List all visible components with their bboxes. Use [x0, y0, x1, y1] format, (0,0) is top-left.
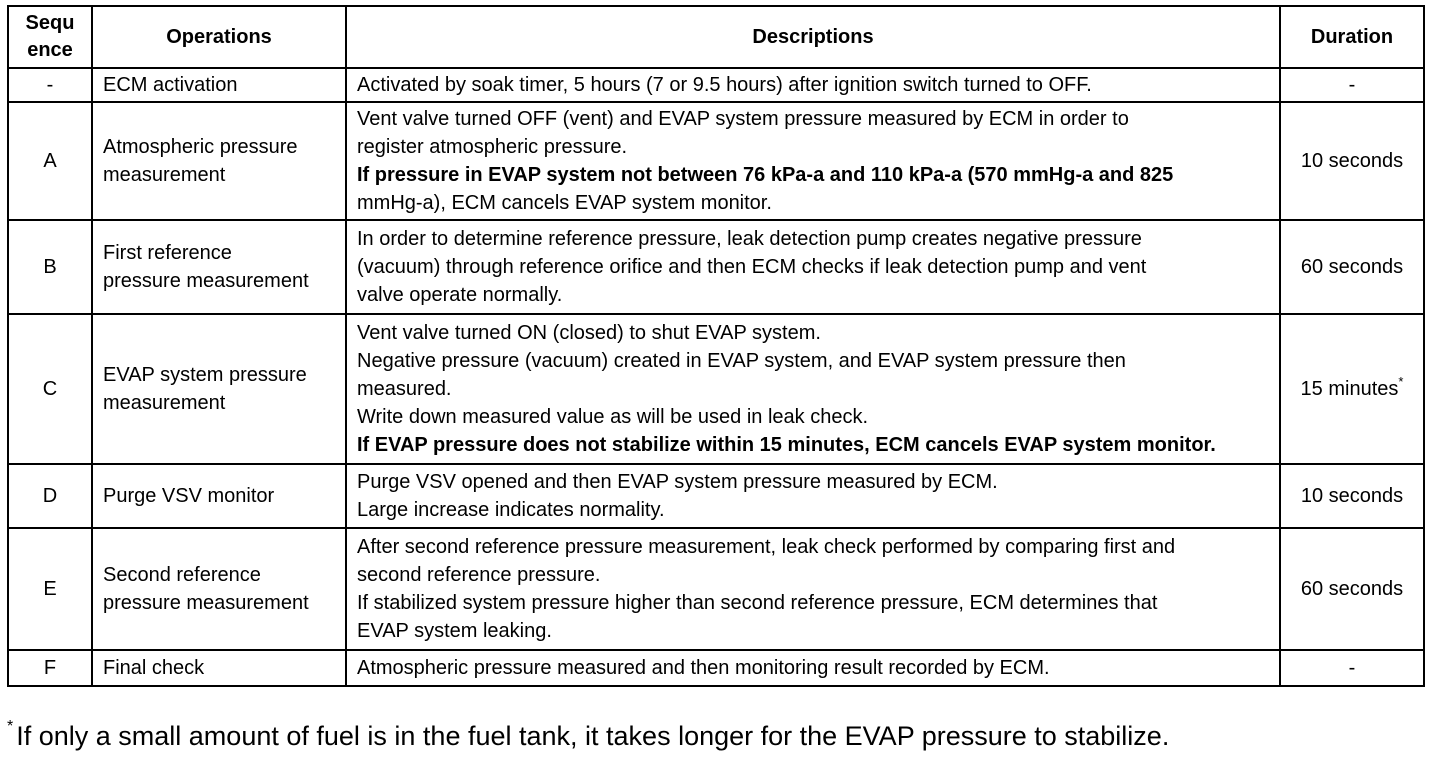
description-line: If pressure in EVAP system not between 76 kPa-a and 110 kPa-a (570 mmHg-a and 825: [357, 164, 1174, 186]
footnote-mark: *: [7, 718, 14, 735]
operation-line: measurement: [103, 392, 226, 414]
operation-line: pressure measurement: [103, 592, 309, 614]
header-duration: Duration: [1280, 6, 1424, 68]
table-row: [8, 464, 1424, 528]
cell-duration: [1280, 650, 1424, 686]
cell-operation: [92, 464, 346, 528]
cell-description: [346, 464, 1280, 528]
operation-line: Purge VSV monitor: [103, 485, 275, 507]
description-line: Purge VSV opened and then EVAP system pressure measured by ECM.: [357, 471, 998, 493]
description-line: mmHg-a), ECM cancels EVAP system monitor.: [357, 192, 772, 214]
cell-sequence: B: [8, 220, 92, 314]
description-line: Negative pressure (vacuum) created in EVAP system, and EVAP system pressure then: [357, 350, 1126, 372]
description-line: Activated by soak timer, 5 hours (7 or 9.5 hours) after ignition switch turned to OFF.: [357, 74, 1092, 96]
cell-sequence: A: [8, 102, 92, 220]
cell-operation: [92, 650, 346, 686]
footnote-text: If only a small amount of fuel is in the fuel tank, it takes longer for the EVAP pressure to stabilize.: [16, 721, 1170, 751]
header-descriptions: Descriptions: [346, 6, 1280, 68]
description-line: Atmospheric pressure measured and then monitoring result recorded by ECM.: [357, 657, 1050, 679]
table-body: [8, 68, 1424, 686]
description-line: After second reference pressure measurement, leak check performed by comparing first and: [357, 536, 1176, 558]
header-sequence-line2: ence: [27, 39, 73, 61]
duration-value: 10 seconds: [1300, 150, 1404, 172]
table-row: [8, 650, 1424, 686]
cell-operation: [92, 528, 346, 650]
description-line: Vent valve turned OFF (vent) and EVAP system pressure measured by ECM in order to: [357, 108, 1129, 130]
cell-duration: [1280, 68, 1424, 102]
cell-operation: [92, 102, 346, 220]
cell-description: [346, 528, 1280, 650]
table-row: [8, 314, 1424, 464]
table-row: [8, 68, 1424, 102]
document-page: [7, 5, 1423, 687]
operation-line: pressure measurement: [103, 270, 309, 292]
cell-operation: [92, 68, 346, 102]
table-row: [8, 102, 1424, 220]
duration-value: 15 minutes: [1300, 378, 1399, 400]
operation-line: First reference: [103, 242, 232, 264]
operation-line: EVAP system pressure: [103, 364, 307, 386]
cell-description: [346, 102, 1280, 220]
duration-value: 60 seconds: [1300, 256, 1404, 278]
operation-line: ECM activation: [103, 74, 238, 96]
evap-monitor-table: [7, 5, 1425, 687]
header-row: [8, 6, 1424, 68]
table-row: [8, 220, 1424, 314]
description-line: EVAP system leaking.: [357, 620, 552, 642]
header-operations: Operations: [92, 6, 346, 68]
description-line: valve operate normally.: [357, 284, 563, 306]
cell-description: [346, 68, 1280, 102]
cell-duration: [1280, 528, 1424, 650]
cell-duration: [1280, 102, 1424, 220]
cell-sequence: -: [8, 68, 92, 102]
table-row: [8, 528, 1424, 650]
description-line: Write down measured value as will be used in leak check.: [357, 406, 868, 428]
description-line: Large increase indicates normality.: [357, 499, 665, 521]
duration-value: -: [1348, 657, 1356, 679]
cell-duration: [1280, 314, 1424, 464]
footnote-reference-mark: *: [1398, 374, 1404, 389]
cell-duration: [1280, 220, 1424, 314]
operation-line: Atmospheric pressure: [103, 136, 298, 158]
duration-value: -: [1348, 74, 1356, 96]
description-line: second reference pressure.: [357, 564, 601, 586]
description-line: If EVAP pressure does not stabilize within 15 minutes, ECM cancels EVAP system monitor.: [357, 434, 1216, 456]
description-line: measured.: [357, 378, 452, 400]
operation-line: measurement: [103, 164, 226, 186]
cell-sequence: E: [8, 528, 92, 650]
description-line: register atmospheric pressure.: [357, 136, 628, 158]
duration-value: 10 seconds: [1300, 485, 1404, 507]
operation-line: Final check: [103, 657, 205, 679]
cell-sequence: D: [8, 464, 92, 528]
cell-sequence: C: [8, 314, 92, 464]
cell-sequence: F: [8, 650, 92, 686]
duration-value: 60 seconds: [1300, 578, 1404, 600]
description-line: If stabilized system pressure higher than second reference pressure, ECM determines that: [357, 592, 1158, 614]
cell-operation: [92, 220, 346, 314]
cell-description: [346, 314, 1280, 464]
operation-line: Second reference: [103, 564, 261, 586]
description-line: In order to determine reference pressure, leak detection pump creates negative pressure: [357, 228, 1142, 250]
description-line: Vent valve turned ON (closed) to shut EVAP system.: [357, 322, 821, 344]
cell-description: [346, 650, 1280, 686]
cell-description: [346, 220, 1280, 314]
cell-duration: [1280, 464, 1424, 528]
table-header: [8, 6, 1424, 68]
footnote: [7, 716, 1169, 756]
header-sequence: [8, 6, 92, 68]
header-sequence-line1: Sequ: [25, 12, 75, 34]
description-line: (vacuum) through reference orifice and then ECM checks if leak detection pump and vent: [357, 256, 1147, 278]
cell-operation: [92, 314, 346, 464]
